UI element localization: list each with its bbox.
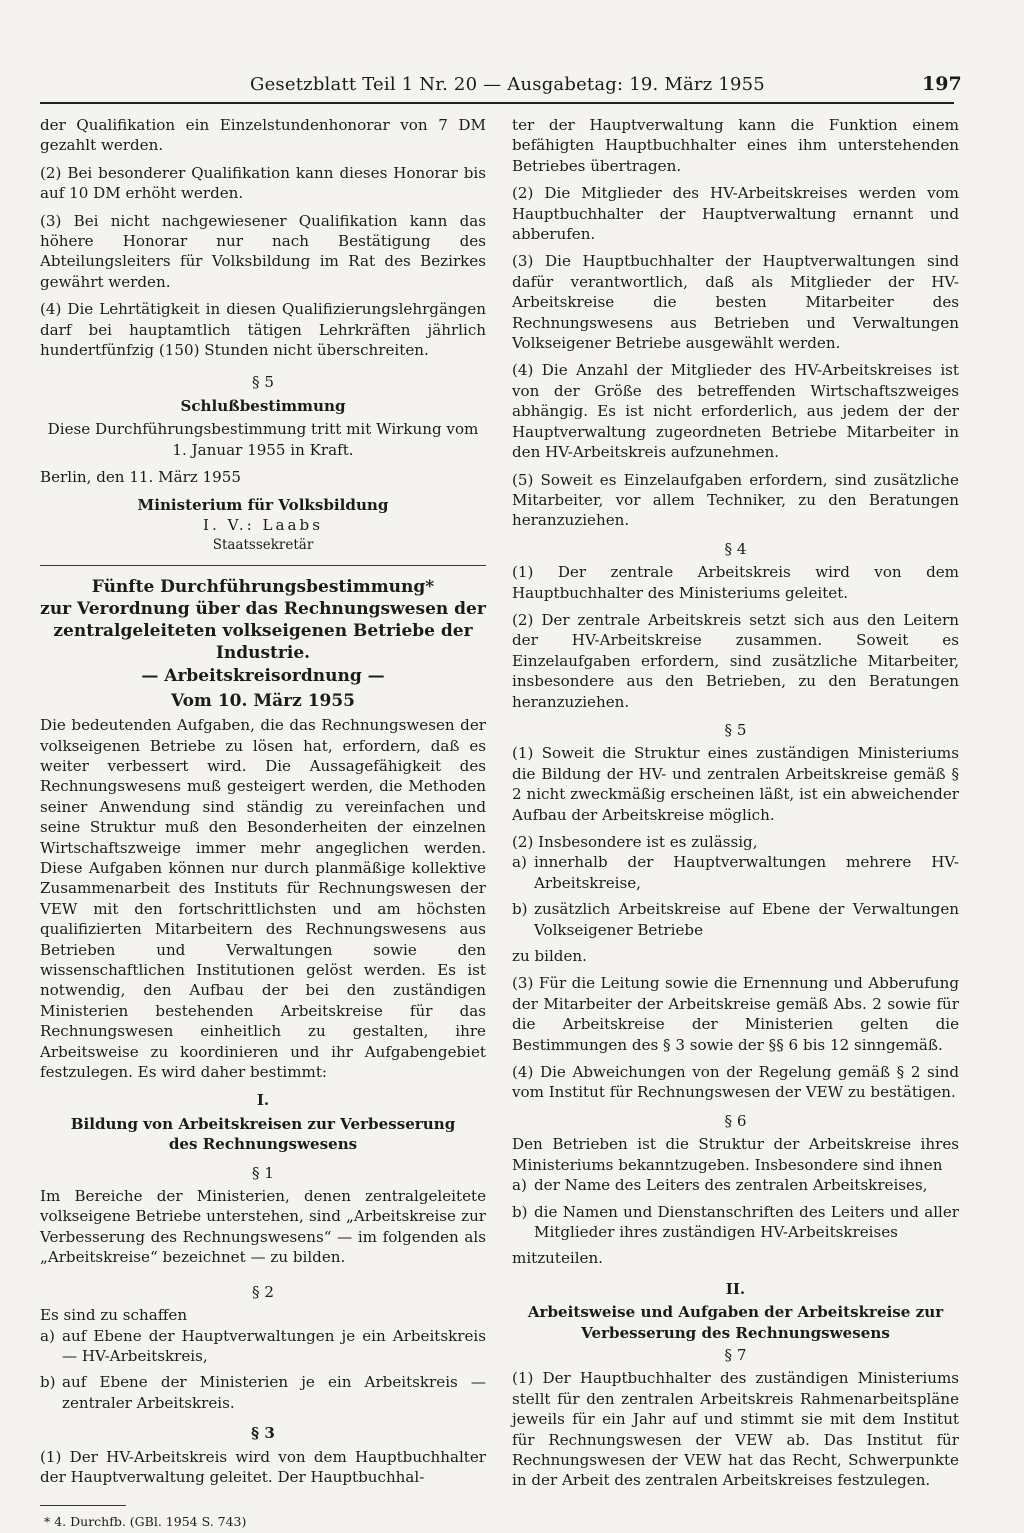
section-number: § 1 <box>252 1163 274 1182</box>
section-separator <box>40 565 486 567</box>
list-text: innerhalb der Hauptverwaltungen mehrere HV-Arbeitskreise, <box>534 853 959 892</box>
section-number: § 4 <box>724 539 747 558</box>
section-number: § 2 <box>252 1282 274 1301</box>
section-title: Schlußbestimmung <box>180 396 346 415</box>
list-item <box>512 899 959 940</box>
footnote-rule <box>40 1505 126 1506</box>
list-label: a) <box>40 1326 55 1345</box>
header-rule <box>40 102 954 104</box>
paragraph: (3) Für die Leitung sowie die Ernennung und Abberufung der Mitarbeiter der Arbeitskreise gemäß Abs. 2 sowie für die Arbeitskreise der Ministerien gelten die Bestimmungen des § 3 sowie der §§ 6 bis 12 sinngemäß. <box>512 974 959 1054</box>
paragraph: ter der Hauptverwaltung kann die Funktion einem befähigten Hauptbuchhalter eines ihm unterstehenden Betriebes übertragen. <box>512 116 959 175</box>
list-text: zusätzlich Arbeitskreise auf Ebene der Verwaltungen Volkseigener Betriebe <box>534 900 959 939</box>
list-label: a) <box>512 853 527 872</box>
paragraph: (4) Die Abweichungen von der Regelung gemäß § 2 sind vom Institut für Rechnungswesen der VEW zu bestätigen. <box>512 1063 959 1102</box>
paragraph: zu bilden. <box>512 947 587 966</box>
paragraph: Es sind zu schaffen <box>40 1306 188 1325</box>
section-number: § 3 <box>251 1424 275 1443</box>
list-text: die Namen und Dienstanschriften des Leiters und aller Mitglieder ihres zuständigen HV-Arbeitskreises <box>534 1202 959 1241</box>
paragraph: (2) Die Mitglieder des HV-Arbeitskreises werden vom Hauptbuchhalter der Hauptverwaltung ernannt und abberufen. <box>512 184 959 244</box>
section-number: § 6 <box>724 1111 747 1130</box>
signer-role: Staatssekretär <box>212 537 314 554</box>
list-text: der Name des Leiters des zentralen Arbeitskreises, <box>534 1176 928 1195</box>
list-label: b) <box>512 1202 528 1221</box>
paragraph: (5) Soweit es Einzelaufgaben erfordern, sind zusätzliche Mitarbeiter, vor allem Techniker, zu den Beratungen heranzuziehen. <box>512 470 959 530</box>
paragraph: (2) Der zentrale Arbeitskreis setzt sich aus den Leitern der HV-Arbeitskreise zusammen. Soweit es Einzelaufgaben erfordern, sind zusätzliche Mitarbeiter, insbesondere aus den Betrieben, zu den Beratungen heranzuziehen. <box>512 610 959 711</box>
paragraph: (1) Der Hauptbuchhalter des zuständigen Ministeriums stellt für den zentralen Arbeitskreis Rahmenarbeitspläne jeweils für ein Jahr auf und stimmt sie mit dem Institut für Rechnungswesen der VEW ab. Das Institut für Rechnungswesen der VEW hat das Recht, Schwerpunkte in der Arbeit des zentralen Arbeitskreises festzulegen. <box>512 1369 959 1490</box>
list-label: b) <box>512 900 528 919</box>
paragraph: (1) Der HV-Arbeitskreis wird von dem Hauptbuchhalter der Hauptverwaltung geleitet. Der Hauptbuchhal- <box>40 1447 486 1486</box>
list-item <box>40 1372 486 1413</box>
paragraph: Den Betrieben ist die Struktur der Arbeitskreise ihres Ministeriums bekanntzugeben. Insbesondere sind ihnen <box>512 1135 959 1174</box>
document-title: Fünfte Durchführungsbestimmung* <box>91 577 435 598</box>
paragraph: (1) Soweit die Struktur eines zuständigen Ministeriums die Bildung der HV- und zentralen Arbeitskreise gemäß § 2 nicht zweckmäßig erscheinen läßt, ist ein abweichender Aufbau der Arbeitskreise möglich. <box>512 744 959 824</box>
ministry-name: Ministerium für Volksbildung <box>137 495 389 514</box>
part-number: I. <box>256 1091 270 1110</box>
part-title: Arbeitsweise und Aufgaben der Arbeitskreise zur Verbesserung des Rechnungswesens <box>527 1303 944 1342</box>
page-number: 197 <box>922 73 962 95</box>
list-label: b) <box>40 1373 56 1392</box>
paragraph: (2) Insbesondere ist es zulässig, <box>512 833 758 851</box>
right-column <box>512 115 959 1498</box>
paragraph: Diese Durchführungsbestimmung tritt mit Wirkung vom 1. Januar 1955 in Kraft. <box>47 420 479 459</box>
part-number: II. <box>725 1279 746 1298</box>
paragraph: der Qualifikation ein Einzelstundenhonorar von 7 DM gezahlt werden. <box>40 116 486 155</box>
list-label: a) <box>512 1176 527 1195</box>
paragraph: mitzuteilen. <box>512 1249 603 1268</box>
footnote: * 4. Durchfb. (GBl. 1954 S. 743) <box>44 1514 247 1530</box>
part-title: Bildung von Arbeitskreisen zur Verbesserung des Rechnungswesens <box>70 1114 456 1154</box>
list-text: auf Ebene der Hauptverwaltungen je ein Arbeitskreis — HV-Arbeitskreis, <box>62 1326 486 1365</box>
left-column <box>40 115 486 1533</box>
running-header: Gesetzblatt Teil 1 Nr. 20 — Ausgabetag: 19. März 1955 <box>250 74 765 95</box>
document-short-title: — Arbeitskreisordnung — <box>141 666 385 687</box>
list-item <box>512 852 959 893</box>
list-item <box>512 1202 959 1243</box>
signer-name: I. V.: Laabs <box>203 515 323 534</box>
section-number: § 7 <box>724 1345 747 1364</box>
paragraph: (4) Die Anzahl der Mitglieder des HV-Arbeitskreises ist von der Größe des betreffenden Wirtschaftszweiges abhängig. Es ist nicht erforderlich, aus jedem der der Hauptverwaltung zugeordneten Betriebe Mitarbeiter in den HV-Arbeitskreis aufzunehmen. <box>512 361 959 462</box>
list-text: auf Ebene der Ministerien je ein Arbeitskreis — zentraler Arbeitskreis. <box>62 1373 486 1412</box>
paragraph: (2) Bei besonderer Qualifikation kann dieses Honorar bis auf 10 DM erhöht werden. <box>40 163 486 203</box>
paragraph: Im Bereiche der Ministerien, denen zentralgeleitete volkseigene Betriebe unterstehen, sind „Arbeitskreise zur Verbesserung des Rechnungswesens“ — im folgenden als „Arbeitskreise“ bezeichnet — zu bilden. <box>40 1187 486 1267</box>
document-date: Vom 10. März 1955 <box>170 690 356 711</box>
document-subtitle: zur Verordnung über das Rechnungswesen der zentralgeleiteten volkseigenen Betriebe der Industrie. <box>40 599 486 664</box>
section-number: § 5 <box>724 720 747 739</box>
list-item <box>512 1175 959 1195</box>
paragraph: (3) Bei nicht nachgewiesener Qualifikation kann das höhere Honorar nur nach Bestätigung des Abteilungsleiters für Volksbildung im Rat des Bezirkes gewährt werden. <box>40 211 486 291</box>
paragraph: (4) Die Lehrtätigkeit in diesen Qualifizierungslehrgängen darf bei hauptamtlich tätigen Lehrkräften jährlich hundertfünfzig (150) Stunden nicht überschreiten. <box>40 300 486 360</box>
place-date: Berlin, den 11. März 1955 <box>40 468 241 487</box>
paragraph: (3) Die Hauptbuchhalter der Hauptverwaltungen sind dafür verantwortlich, daß als Mitglieder der HV-Arbeitskreise die besten Mitarbeiter des Rechnungswesens aus Betrieben und Verwaltungen Volkseigener Betriebe ausgewählt werden. <box>512 252 959 353</box>
list-item <box>40 1326 486 1367</box>
section-number: § 5 <box>252 373 274 392</box>
paragraph: (1) Der zentrale Arbeitskreis wird von dem Hauptbuchhalter des Ministeriums geleitet. <box>512 563 959 602</box>
preamble: Die bedeutenden Aufgaben, die das Rechnungswesen der volkseigenen Betriebe zu lösen hat, erfordern, daß es weiter verbessert wird. Die Aussagefähigkeit des Rechnungswesens muß gesteigert werden, die Methoden seiner Anwendung sind ständig zu vereinfachen und seine Struktur muß den Besonderheiten der einzelnen Wirtschaftszweige immer mehr angeglichen werden. Diese Aufgaben können nur durch planmäßige kollektive Zusammenarbeit des Instituts für Rechnungswesen der VEW mit den fortschrittlichsten und am höchsten qualifizierten Mitarbeitern des Rechnungswesens aus Betrieben und Verwaltungen sowie den wissenschaftlichen Institutionen gelöst werden. Es ist notwendig, den Aufbau der bei den zuständigen Ministerien bestehenden Arbeitskreise für das Rechnungswesen einheitlich zu gestalten, ihre Arbeitsweise zu koordinieren und ihr Aufgabengebiet festzulegen. Es wird daher bestimmt: <box>40 716 486 1082</box>
